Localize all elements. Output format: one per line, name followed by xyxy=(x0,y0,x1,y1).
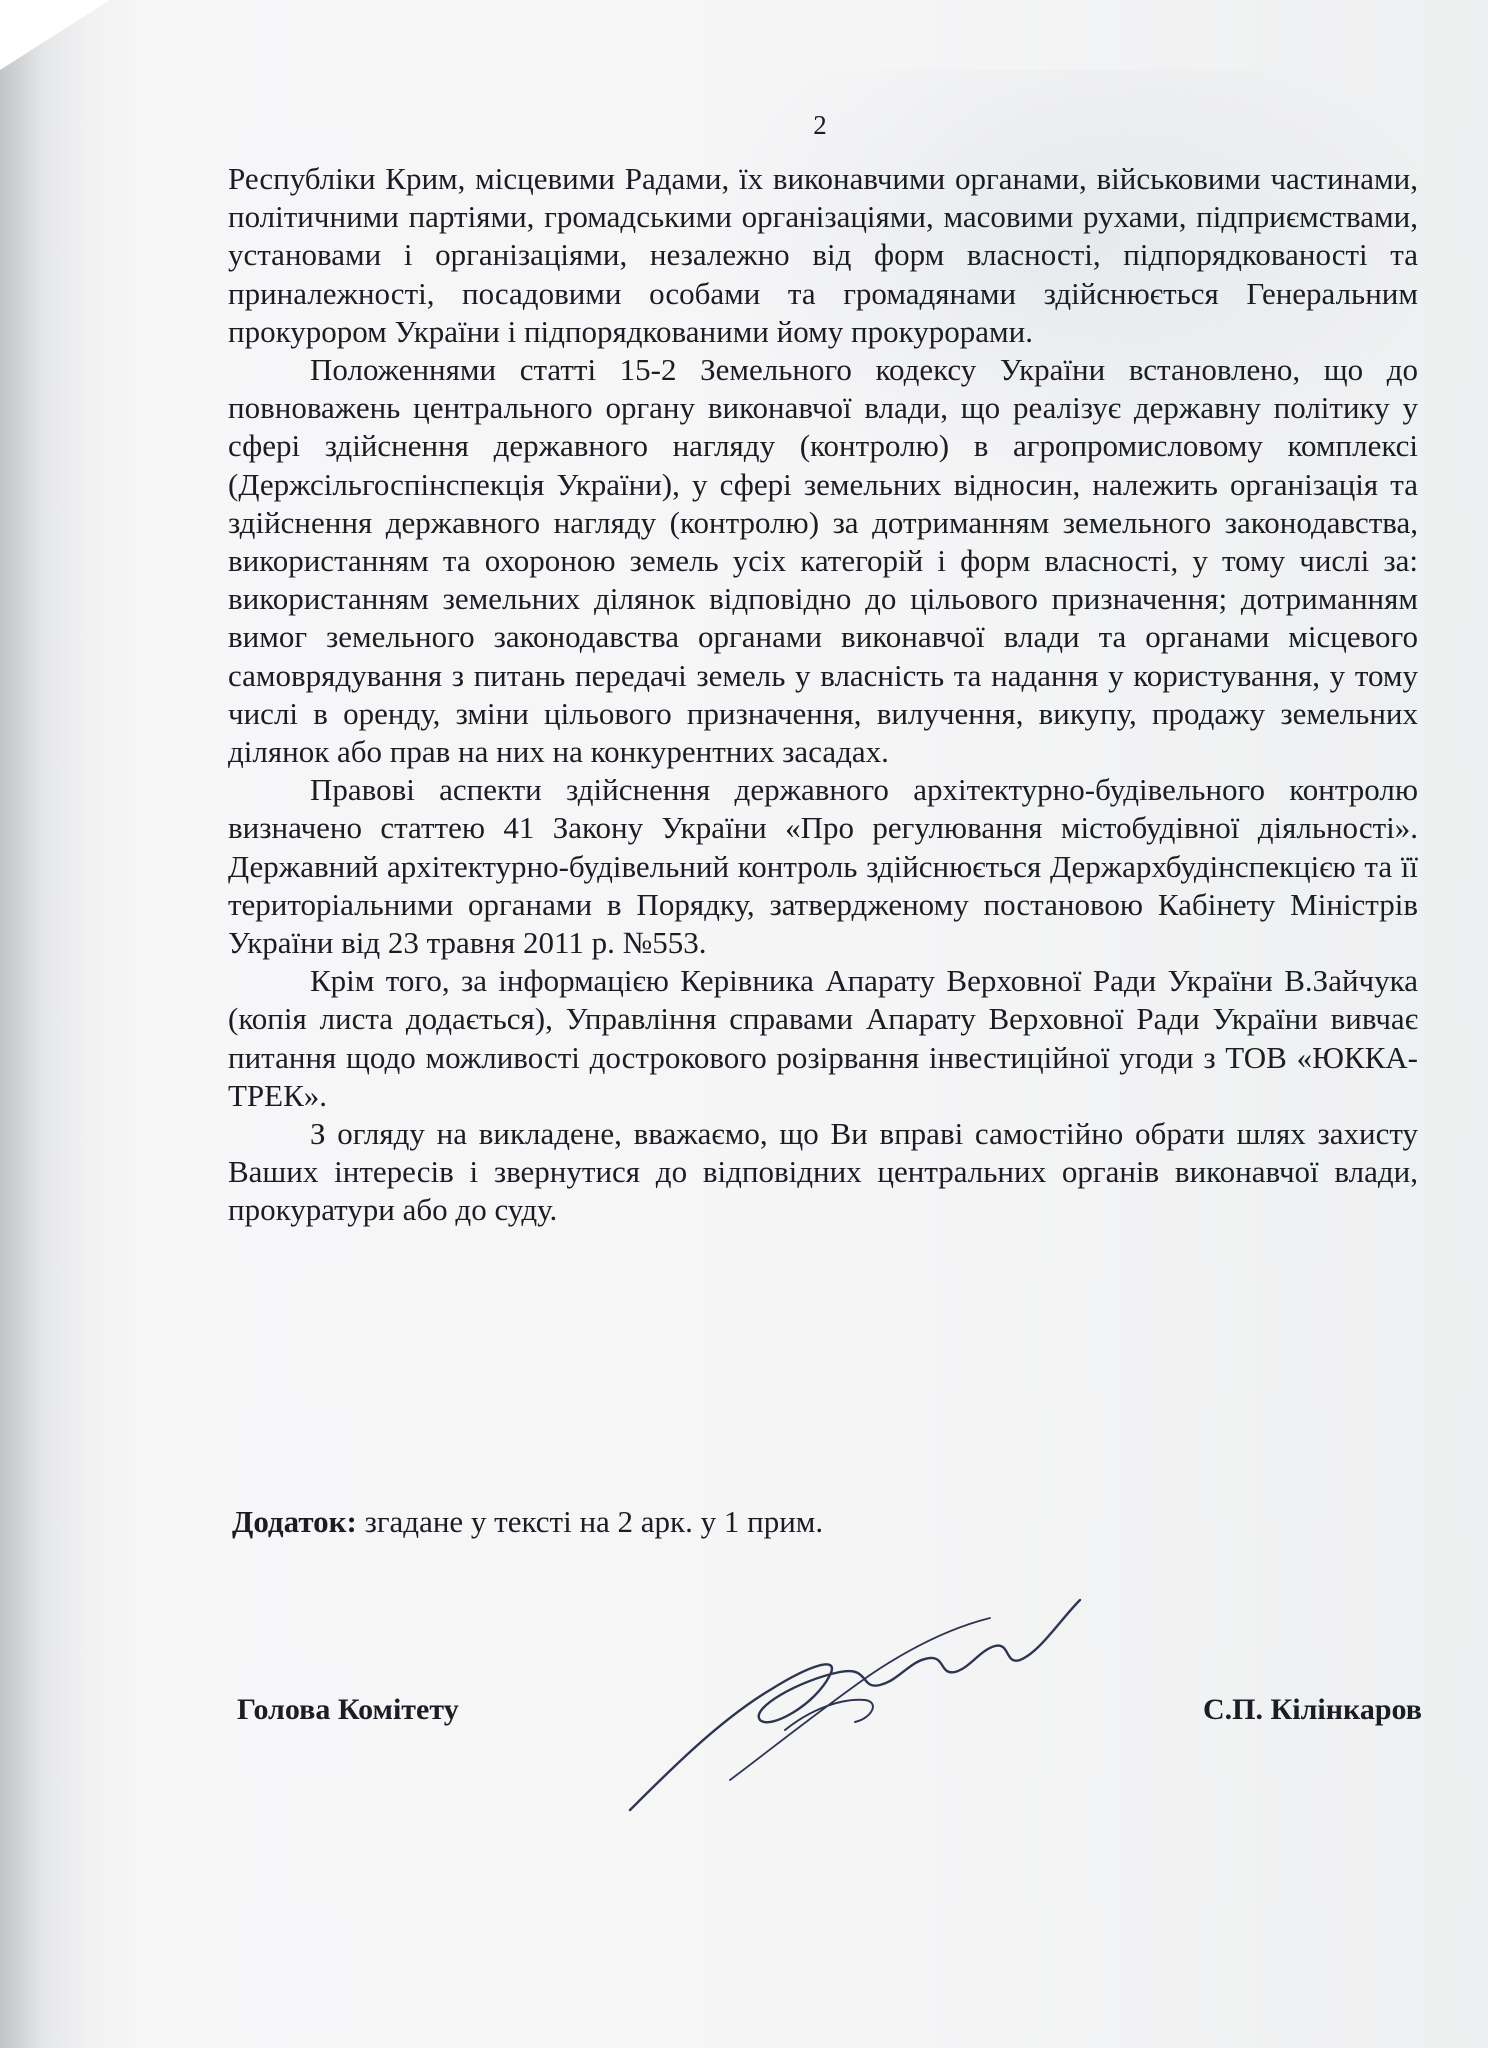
paragraph-4: Крім того, за інформацією Керівника Апарату Верховної Ради України В.Зайчука (копія листа додається), Управління справами Апарату Верховної Ради України вивчає питання щодо можливості дострокового розірвання інвестиційної угоди з ТОВ «ЮККА-ТРЕК». xyxy=(228,963,1418,1113)
letter-body xyxy=(228,160,1418,1230)
signatory-name: С.П. Кілінкаров xyxy=(1202,1693,1422,1726)
paragraph-2: Положеннями статті 15-2 Земельного кодексу України встановлено, що до повноважень центрального органу виконавчої влади, що реалізує державну політику у сфері здійснення державного нагляду (контролю) в агропромисловому комплексі (Держсільгоспінспекція України), у сфері земельних відносин, належить організація та здійснення державного нагляду (контролю) за дотриманням земельного законодавства, використанням та охороною земель усіх категорій і форм власності, у тому числі за: використанням земельних ділянок відповідно до цільового призначення; дотриманням вимог земельного законодавства органами виконавчої влади та органами місцевого самоврядування з питань передачі земель у власність та надання у користування, у тому числі в оренду, зміни цільового призначення, вилучення, викупу, продажу земельних ділянок або прав на них на конкурентних засадах. xyxy=(228,352,1418,770)
paragraph-3: Правові аспекти здійснення державного архітектурно-будівельного контролю визначено статтею 41 Закону України «Про регулювання містобудівної діяльності». Державний архітектурно-будівельний контроль здійснюється Держархбудінспекцією та її територіальними органами в Порядку, затвердженому постановою Кабінету Міністрів України від 23 травня 2011 р. №553. xyxy=(228,772,1418,961)
handwritten-signature xyxy=(610,1580,1090,1820)
annex-text: згадане у тексті на 2 арк. у 1 прим. xyxy=(356,1504,824,1539)
paragraph-5: З огляду на викладене, вважаємо, що Ви вправі самостійно обрати шлях захисту Ваших інтересів і звернутися до відповідних центральних органів виконавчої влади, прокуратури або до суду. xyxy=(228,1116,1418,1228)
paragraph-1: Республіки Крим, місцевими Радами, їх виконавчими органами, військовими частинами, політичними партіями, громадськими організаціями, масовими рухами, підприємствами, установами і організаціями, незалежно від форм власності, підпорядкованості та приналежності, посадовими особами та громадянами здійснюється Генеральним прокурором України і підпорядкованими йому прокурорами. xyxy=(228,161,1418,349)
page-corner xyxy=(0,0,110,70)
page-number: 2 xyxy=(813,110,827,140)
annex-line xyxy=(232,1503,1422,1541)
page-fold-shadow xyxy=(0,0,150,2048)
signatory-title: Голова Комітету xyxy=(237,1693,459,1726)
annex-label: Додаток: xyxy=(232,1504,357,1539)
